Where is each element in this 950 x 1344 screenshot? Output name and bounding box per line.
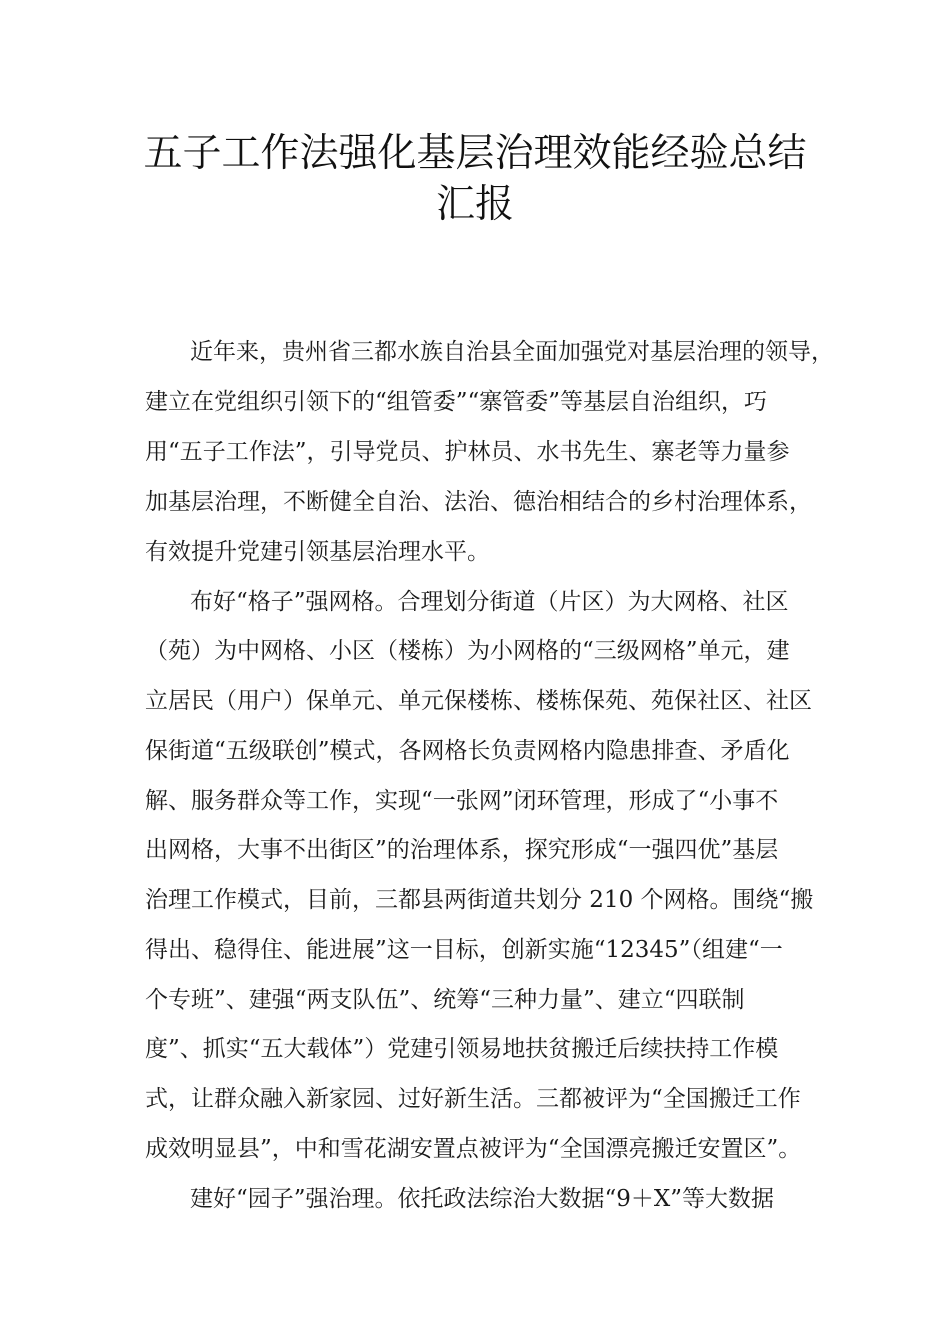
paragraph-2-line-4: 保街道“五级联创”模式，各网格长负责网格内隐患排查、矛盾化	[145, 738, 790, 764]
paragraph-1-line-5: 有效提升党建引领基层治理水平。	[145, 539, 490, 565]
document-title-line-2: 汇报	[435, 182, 514, 227]
paragraph-2-line-1: 布好“格子”强网格。合理划分街道（片区）为大网格、社区	[190, 589, 789, 615]
paragraph-2-line-3: 立居民（用户）保单元、单元保楼栋、楼栋保苑、苑保社区、社区	[145, 688, 812, 714]
paragraph-1-line-2: 建立在党组织引领下的“组管委”“寨管委”等基层自治组织，巧	[145, 389, 768, 415]
paragraph-1-line-1: 近年来，贵州省三都水族自治县全面加强党对基层治理的领导，	[190, 339, 834, 365]
paragraph-2-line-8: 得出、稳得住、能进展”这一目标，创新实施“12345”（组建“一	[145, 937, 783, 963]
paragraph-2-line-12: 成效明显县”，中和雪花湖安置点被评为“全国漂亮搬迁安置区”。	[145, 1136, 802, 1162]
paragraph-2-line-7: 治理工作模式，目前，三都县两街道共划分 210 个网格。围绕“搬	[145, 887, 814, 913]
paragraph-2-line-5: 解、服务群众等工作，实现“一张网”闭环管理，形成了“小事不	[145, 788, 779, 814]
paragraph-2-line-9: 个专班”、建强“两支队伍”、统筹“三种力量”、建立“四联制	[145, 987, 745, 1013]
paragraph-1-line-3: 用“五子工作法”，引导党员、护林员、水书先生、寨老等力量参	[145, 439, 790, 465]
paragraph-2-line-11: 式，让群众融入新家园、过好新生活。三都被评为“全国搬迁工作	[145, 1086, 801, 1112]
paragraph-2-line-6: 出网格，大事不出街区”的治理体系，探究形成“一强四优”基层	[145, 837, 779, 863]
paragraph-2-line-10: 度”、抓实“五大载体”）党建引领易地扶贫搬迁后续扶持工作模	[145, 1036, 779, 1062]
paragraph-2-line-2: （苑）为中网格、小区（楼栋）为小网格的“三级网格”单元，建	[145, 638, 790, 664]
paragraph-3-line-1: 建好“园子”强治理。依托政法综治大数据“9＋X”等大数据	[190, 1186, 775, 1212]
document-title-line-1: 五子工作法强化基层治理效能经验总结	[143, 131, 807, 176]
paragraph-1-line-4: 加基层治理，不断健全自治、法治、德治相结合的乡村治理体系，	[145, 489, 812, 515]
